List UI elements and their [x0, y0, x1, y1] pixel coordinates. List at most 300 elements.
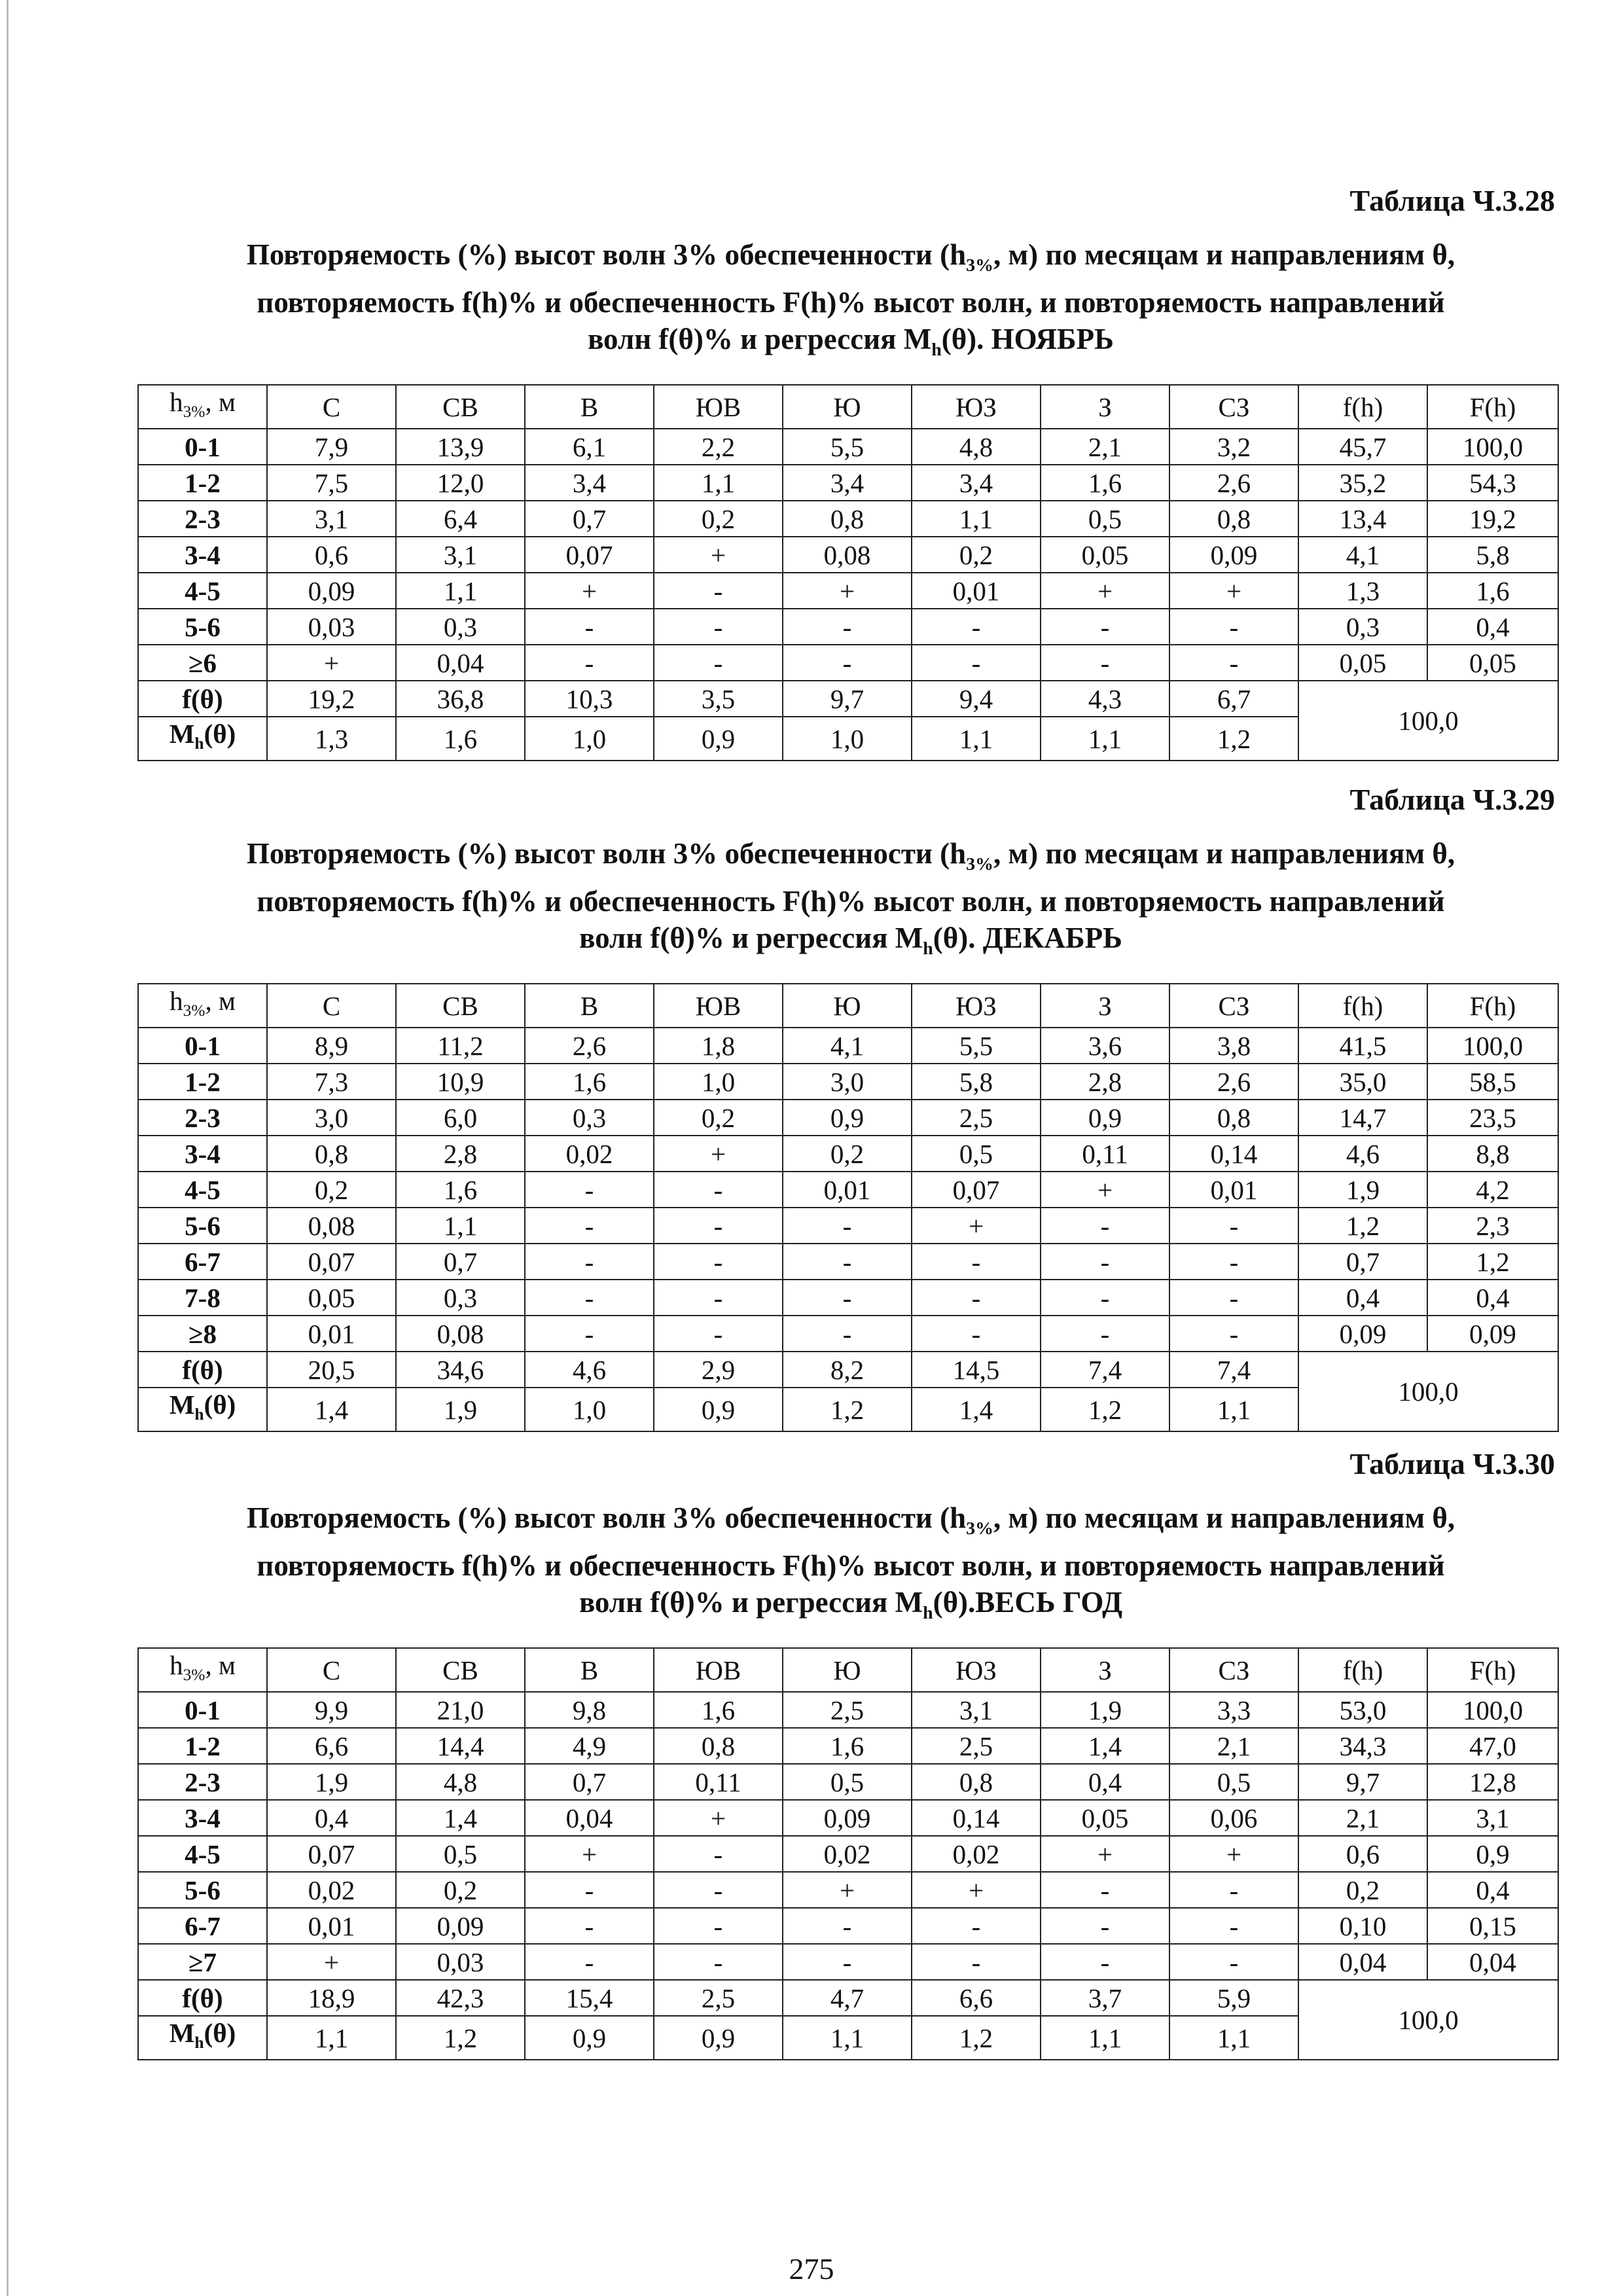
table-cell: 0,06 — [1169, 1800, 1298, 1836]
Fh-cell: 54,3 — [1427, 465, 1558, 501]
table-cell: 3,4 — [912, 465, 1041, 501]
mtheta-cell: 1,0 — [783, 717, 912, 761]
mtheta-cell: 1,9 — [396, 1388, 525, 1431]
table-title — [137, 236, 1564, 368]
table-cell: 2,5 — [912, 1728, 1041, 1764]
table-cell: 8,9 — [267, 1028, 396, 1064]
table-cell: - — [1169, 1280, 1298, 1316]
table-row — [138, 1908, 1558, 1944]
ftheta-cell: 10,3 — [525, 681, 654, 717]
table-cell: 4,1 — [783, 1028, 912, 1064]
total-cell: 100,0 — [1298, 1980, 1558, 2060]
table-row — [138, 1764, 1558, 1800]
wave-height-table — [137, 1647, 1559, 2060]
Fh-cell: 0,04 — [1427, 1944, 1558, 1980]
table-cell: 0,4 — [1041, 1764, 1169, 1800]
table-cell: 0,2 — [654, 501, 783, 537]
table-cell: 2,5 — [912, 1100, 1041, 1136]
table-cell: 2,6 — [1169, 465, 1298, 501]
table-section-november — [137, 183, 1564, 761]
fh-cell: 0,05 — [1298, 645, 1427, 681]
height-range: 3-4 — [138, 1136, 267, 1172]
table-cell: 3,1 — [267, 501, 396, 537]
table-cell: 4,8 — [396, 1764, 525, 1800]
header-direction: ЮЗ — [912, 1648, 1041, 1692]
fh-cell: 45,7 — [1298, 429, 1427, 465]
table-cell: 4,8 — [912, 429, 1041, 465]
table-cell: + — [654, 1800, 783, 1836]
table-cell: + — [912, 1208, 1041, 1244]
table-title-line1: Повторяемость (%) высот волн 3% обеспеченности ($h_{3\%}$, м) по месяцам и направлениям θ, — [246, 837, 1455, 874]
table-row — [138, 1028, 1558, 1064]
fh-cell: 13,4 — [1298, 501, 1427, 537]
table-cell: 2,5 — [783, 1692, 912, 1728]
table-cell: - — [783, 1944, 912, 1980]
Fh-cell: 2,3 — [1427, 1208, 1558, 1244]
table-cell: 2,6 — [1169, 1064, 1298, 1100]
table-cell: - — [912, 1316, 1041, 1352]
ftheta-cell: 2,9 — [654, 1352, 783, 1388]
header-fh: f(h) — [1298, 1648, 1427, 1692]
table-cell: 0,5 — [912, 1136, 1041, 1172]
table-cell: 0,8 — [654, 1728, 783, 1764]
table-cell: - — [912, 1908, 1041, 1944]
ftheta-label: f(θ) — [138, 1980, 267, 2016]
table-cell: - — [1169, 1244, 1298, 1280]
table-cell: 2,8 — [396, 1136, 525, 1172]
Fh-cell: 100,0 — [1427, 1692, 1558, 1728]
ftheta-cell: 34,6 — [396, 1352, 525, 1388]
table-cell: - — [1169, 1872, 1298, 1908]
table-cell: - — [1041, 645, 1169, 681]
table-cell: 5,8 — [912, 1064, 1041, 1100]
height-range: 2-3 — [138, 1100, 267, 1136]
table-label: Таблица Ч.3.30 — [1349, 1447, 1555, 1480]
table-cell: 7,9 — [267, 429, 396, 465]
fh-cell: 0,3 — [1298, 609, 1427, 645]
header-row — [138, 1648, 1558, 1692]
table-section-whole-year — [137, 1446, 1564, 2060]
table-cell: 0,5 — [783, 1764, 912, 1800]
table-cell: - — [1041, 1908, 1169, 1944]
total-cell: 100,0 — [1298, 681, 1558, 761]
ftheta-cell: 2,5 — [654, 1980, 783, 2016]
mtheta-cell: 1,1 — [1041, 717, 1169, 761]
table-row — [138, 1872, 1558, 1908]
table-row — [138, 1280, 1558, 1316]
table-cell: 0,3 — [396, 1280, 525, 1316]
header-direction: Ю — [783, 385, 912, 429]
table-cell: 0,09 — [267, 573, 396, 609]
Fh-cell: 0,4 — [1427, 1872, 1558, 1908]
table-cell: 6,4 — [396, 501, 525, 537]
table-cell: - — [783, 609, 912, 645]
table-cell: 11,2 — [396, 1028, 525, 1064]
fh-cell: 35,0 — [1298, 1064, 1427, 1100]
table-row — [138, 501, 1558, 537]
table-cell: 0,2 — [654, 1100, 783, 1136]
table-cell: 0,07 — [912, 1172, 1041, 1208]
ftheta-cell: 15,4 — [525, 1980, 654, 2016]
header-direction: З — [1041, 984, 1169, 1028]
fh-cell: 0,6 — [1298, 1836, 1427, 1872]
header-h3-column: $h_{3\%}$, м — [138, 385, 267, 429]
Fh-cell: 1,2 — [1427, 1244, 1558, 1280]
fh-cell: 0,09 — [1298, 1316, 1427, 1352]
table-cell: - — [525, 1244, 654, 1280]
Fh-cell: 0,4 — [1427, 1280, 1558, 1316]
table-cell: 1,1 — [396, 1208, 525, 1244]
table-cell: 0,01 — [783, 1172, 912, 1208]
height-range: 5-6 — [138, 609, 267, 645]
table-cell: - — [783, 1244, 912, 1280]
table-cell: 0,8 — [912, 1764, 1041, 1800]
table-title-period: (θ). ДЕКАБРЬ — [933, 922, 1122, 954]
height-range: 6-7 — [138, 1908, 267, 1944]
height-range: 0-1 — [138, 429, 267, 465]
table-row — [138, 609, 1558, 645]
mtheta-cell: 0,9 — [654, 2016, 783, 2060]
table-cell: - — [654, 1244, 783, 1280]
table-cell: 1,6 — [1041, 465, 1169, 501]
table-cell: 12,0 — [396, 465, 525, 501]
ftheta-cell: 4,3 — [1041, 681, 1169, 717]
table-cell: + — [267, 645, 396, 681]
table-cell: 3,6 — [1041, 1028, 1169, 1064]
table-row — [138, 1244, 1558, 1280]
table-cell: - — [1041, 1872, 1169, 1908]
table-cell: - — [1169, 1316, 1298, 1352]
table-cell: - — [1041, 1280, 1169, 1316]
table-cell: 0,2 — [912, 537, 1041, 573]
table-cell: 0,3 — [525, 1100, 654, 1136]
fh-cell: 0,2 — [1298, 1872, 1427, 1908]
header-Fh: F(h) — [1427, 385, 1558, 429]
Fh-cell: 4,2 — [1427, 1172, 1558, 1208]
table-cell: - — [654, 645, 783, 681]
header-direction: В — [525, 1648, 654, 1692]
table-title-line3: волн f(θ)% и регрессия $M_h(\theta)$. НОЯБРЬ — [588, 323, 1114, 360]
ftheta-label: f(θ) — [138, 681, 267, 717]
table-row — [138, 1836, 1558, 1872]
table-cell: 6,0 — [396, 1100, 525, 1136]
table-cell: 2,1 — [1041, 429, 1169, 465]
table-cell: 1,9 — [1041, 1692, 1169, 1728]
table-cell: - — [654, 1944, 783, 1980]
height-range: 3-4 — [138, 537, 267, 573]
header-direction: СЗ — [1169, 984, 1298, 1028]
table-cell: + — [525, 573, 654, 609]
header-direction: ЮВ — [654, 984, 783, 1028]
table-cell: 0,05 — [267, 1280, 396, 1316]
table-cell: 0,02 — [267, 1872, 396, 1908]
fh-cell: 0,10 — [1298, 1908, 1427, 1944]
Fh-cell: 0,09 — [1427, 1316, 1558, 1352]
table-cell: 0,8 — [783, 501, 912, 537]
table-cell: 0,7 — [525, 501, 654, 537]
table-cell: 0,6 — [267, 537, 396, 573]
header-h3-column: $h_{3\%}$, м — [138, 1648, 267, 1692]
fh-cell: 53,0 — [1298, 1692, 1427, 1728]
table-cell: - — [1041, 1316, 1169, 1352]
mtheta-cell: 1,4 — [267, 1388, 396, 1431]
table-cell: - — [1169, 645, 1298, 681]
table-cell: 2,2 — [654, 429, 783, 465]
fh-cell: 4,1 — [1298, 537, 1427, 573]
table-cell: - — [525, 1280, 654, 1316]
table-cell: 0,01 — [1169, 1172, 1298, 1208]
table-cell: - — [654, 573, 783, 609]
height-range: 1-2 — [138, 1728, 267, 1764]
table-cell: 0,05 — [1041, 537, 1169, 573]
table-row — [138, 1728, 1558, 1764]
table-cell: 13,9 — [396, 429, 525, 465]
fh-cell: 0,7 — [1298, 1244, 1427, 1280]
table-cell: 0,07 — [267, 1244, 396, 1280]
height-range: 2-3 — [138, 1764, 267, 1800]
table-cell: - — [654, 1172, 783, 1208]
table-cell: 0,01 — [912, 573, 1041, 609]
mtheta-label: $M_h(\theta)$ — [138, 2016, 267, 2060]
Fh-cell: 47,0 — [1427, 1728, 1558, 1764]
page-left-edge — [7, 0, 9, 2296]
table-cell: - — [654, 1908, 783, 1944]
Fh-cell: 3,1 — [1427, 1800, 1558, 1836]
Fh-cell: 12,8 — [1427, 1764, 1558, 1800]
table-cell: + — [654, 537, 783, 573]
table-title-line2: повторяемость f(h)% и обеспеченность F(h)% высот волн, и повторяемость направлений — [257, 286, 1445, 319]
fh-cell: 2,1 — [1298, 1800, 1427, 1836]
mtheta-cell: 1,1 — [1041, 2016, 1169, 2060]
height-range: 0-1 — [138, 1692, 267, 1728]
ftheta-cell: 36,8 — [396, 681, 525, 717]
table-cell: - — [1169, 1908, 1298, 1944]
table-cell: 7,3 — [267, 1064, 396, 1100]
mtheta-cell: 1,2 — [1041, 1388, 1169, 1431]
mtheta-cell: 1,2 — [783, 1388, 912, 1431]
table-cell: 3,0 — [267, 1100, 396, 1136]
table-row — [138, 1172, 1558, 1208]
fh-cell: 1,9 — [1298, 1172, 1427, 1208]
table-cell: 0,03 — [267, 609, 396, 645]
table-cell: 0,09 — [1169, 537, 1298, 573]
table-cell: + — [912, 1872, 1041, 1908]
header-direction: ЮВ — [654, 1648, 783, 1692]
table-row — [138, 645, 1558, 681]
header-direction: З — [1041, 385, 1169, 429]
table-cell: 0,01 — [267, 1908, 396, 1944]
fh-cell: 4,6 — [1298, 1136, 1427, 1172]
table-label: Таблица Ч.3.28 — [1349, 184, 1555, 217]
table-cell: 0,9 — [1041, 1100, 1169, 1136]
table-cell: 0,9 — [783, 1100, 912, 1136]
table-cell: - — [912, 1280, 1041, 1316]
ftheta-cell: 3,7 — [1041, 1980, 1169, 2016]
table-title-period: (θ). НОЯБРЬ — [941, 323, 1114, 355]
table-cell: - — [525, 609, 654, 645]
header-direction: СВ — [396, 385, 525, 429]
table-cell: 0,7 — [525, 1764, 654, 1800]
table-cell: - — [912, 1244, 1041, 1280]
fh-cell: 1,3 — [1298, 573, 1427, 609]
table-row — [138, 1100, 1558, 1136]
table-cell: 0,11 — [654, 1764, 783, 1800]
mtheta-cell: 0,9 — [654, 1388, 783, 1431]
table-cell: 1,0 — [654, 1064, 783, 1100]
table-cell: 0,04 — [396, 645, 525, 681]
mtheta-cell: 0,9 — [525, 2016, 654, 2060]
header-direction: ЮЗ — [912, 385, 1041, 429]
table-cell: 3,3 — [1169, 1692, 1298, 1728]
ftheta-cell: 8,2 — [783, 1352, 912, 1388]
table-cell: 3,4 — [525, 465, 654, 501]
table-cell: 9,9 — [267, 1692, 396, 1728]
table-row — [138, 1692, 1558, 1728]
header-direction: СВ — [396, 984, 525, 1028]
table-cell: + — [783, 573, 912, 609]
height-range: 6-7 — [138, 1244, 267, 1280]
fh-cell: 9,7 — [1298, 1764, 1427, 1800]
table-cell: - — [525, 1872, 654, 1908]
table-cell: 0,8 — [1169, 501, 1298, 537]
table-cell: 0,02 — [912, 1836, 1041, 1872]
table-cell: 2,1 — [1169, 1728, 1298, 1764]
table-cell: - — [912, 609, 1041, 645]
table-cell: 0,03 — [396, 1944, 525, 1980]
Fh-cell: 100,0 — [1427, 1028, 1558, 1064]
ftheta-cell: 20,5 — [267, 1352, 396, 1388]
fh-cell: 34,3 — [1298, 1728, 1427, 1764]
ftheta-label: f(θ) — [138, 1352, 267, 1388]
total-cell: 100,0 — [1298, 1352, 1558, 1431]
table-cell: 0,04 — [525, 1800, 654, 1836]
table-cell: 10,9 — [396, 1064, 525, 1100]
table-cell: 0,09 — [396, 1908, 525, 1944]
table-title — [137, 835, 1564, 967]
table-cell: + — [267, 1944, 396, 1980]
table-cell: + — [1041, 1172, 1169, 1208]
table-cell: - — [654, 1836, 783, 1872]
height-range: 7-8 — [138, 1280, 267, 1316]
height-range: ≥7 — [138, 1944, 267, 1980]
header-direction: СВ — [396, 1648, 525, 1692]
table-cell: 9,8 — [525, 1692, 654, 1728]
ftheta-cell: 4,7 — [783, 1980, 912, 2016]
table-cell: 1,6 — [654, 1692, 783, 1728]
table-cell: 0,7 — [396, 1244, 525, 1280]
height-range: ≥6 — [138, 645, 267, 681]
table-cell: 1,8 — [654, 1028, 783, 1064]
table-cell: 0,8 — [267, 1136, 396, 1172]
table-cell: 0,5 — [396, 1836, 525, 1872]
mtheta-cell: 1,2 — [1169, 717, 1298, 761]
header-direction: СЗ — [1169, 1648, 1298, 1692]
table-cell: - — [654, 609, 783, 645]
header-fh: f(h) — [1298, 984, 1427, 1028]
ftheta-cell: 19,2 — [267, 681, 396, 717]
table-cell: 0,08 — [783, 537, 912, 573]
height-range: 3-4 — [138, 1800, 267, 1836]
fh-cell: 35,2 — [1298, 465, 1427, 501]
table-cell: 0,05 — [1041, 1800, 1169, 1836]
table-cell: 0,01 — [267, 1316, 396, 1352]
ftheta-cell: 6,6 — [912, 1980, 1041, 2016]
header-direction: З — [1041, 1648, 1169, 1692]
header-fh: f(h) — [1298, 385, 1427, 429]
ftheta-cell: 18,9 — [267, 1980, 396, 2016]
table-cell: 0,8 — [1169, 1100, 1298, 1136]
table-cell: - — [783, 645, 912, 681]
table-title-line3: волн f(θ)% и регрессия $M_h(\theta).ВЕСЬ$ ГОД — [579, 1586, 1123, 1623]
ftheta-cell: 9,4 — [912, 681, 1041, 717]
table-cell: - — [1169, 609, 1298, 645]
Fh-cell: 1,6 — [1427, 573, 1558, 609]
table-cell: 0,2 — [267, 1172, 396, 1208]
table-cell: 0,07 — [267, 1836, 396, 1872]
header-row — [138, 385, 1558, 429]
ftheta-row — [138, 1352, 1558, 1388]
table-cell: 0,11 — [1041, 1136, 1169, 1172]
ftheta-cell: 3,5 — [654, 681, 783, 717]
table-cell: - — [654, 1280, 783, 1316]
ftheta-cell: 7,4 — [1169, 1352, 1298, 1388]
table-cell: 0,14 — [1169, 1136, 1298, 1172]
table-cell: 2,6 — [525, 1028, 654, 1064]
ftheta-cell: 42,3 — [396, 1980, 525, 2016]
ftheta-cell: 6,7 — [1169, 681, 1298, 717]
ftheta-cell: 9,7 — [783, 681, 912, 717]
fh-cell: 14,7 — [1298, 1100, 1427, 1136]
mtheta-label: $M_h(\theta)$ — [138, 717, 267, 761]
table-cell: 3,4 — [783, 465, 912, 501]
table-title-line2: повторяемость f(h)% и обеспеченность F(h)% высот волн, и повторяемость направлений — [257, 1549, 1445, 1582]
table-cell: 6,6 — [267, 1728, 396, 1764]
mtheta-cell: 1,0 — [525, 1388, 654, 1431]
Fh-cell: 0,4 — [1427, 609, 1558, 645]
table-title-period: (θ).ВЕСЬ ГОД — [933, 1586, 1123, 1619]
table-cell: 1,1 — [912, 501, 1041, 537]
ftheta-cell: 5,9 — [1169, 1980, 1298, 2016]
height-range: 4-5 — [138, 573, 267, 609]
table-cell: 0,5 — [1041, 501, 1169, 537]
table-cell: 1,6 — [396, 1172, 525, 1208]
table-cell: - — [1169, 1944, 1298, 1980]
table-cell: - — [525, 1908, 654, 1944]
mtheta-cell: 0,9 — [654, 717, 783, 761]
table-row — [138, 1316, 1558, 1352]
header-direction: СЗ — [1169, 385, 1298, 429]
table-row — [138, 1208, 1558, 1244]
table-cell: 0,2 — [396, 1872, 525, 1908]
table-cell: - — [783, 1280, 912, 1316]
table-cell: - — [1041, 1208, 1169, 1244]
header-h3-column: $h_{3\%}$, м — [138, 984, 267, 1028]
table-title-line1: Повторяемость (%) высот волн 3% обеспеченности ($h_{3\%}$, м) по месяцам и направлениям θ, — [246, 1501, 1455, 1539]
table-cell: 0,5 — [1169, 1764, 1298, 1800]
table-row — [138, 1944, 1558, 1980]
table-cell: 3,2 — [1169, 429, 1298, 465]
height-range: 1-2 — [138, 465, 267, 501]
wave-height-table — [137, 983, 1559, 1432]
table-cell: 0,09 — [783, 1800, 912, 1836]
table-cell: 4,9 — [525, 1728, 654, 1764]
table-label: Таблица Ч.3.29 — [1349, 783, 1555, 816]
wave-height-table — [137, 384, 1559, 761]
table-cell: - — [525, 1316, 654, 1352]
table-cell: - — [654, 1872, 783, 1908]
table-section-december — [137, 782, 1564, 1432]
table-cell: - — [912, 1944, 1041, 1980]
